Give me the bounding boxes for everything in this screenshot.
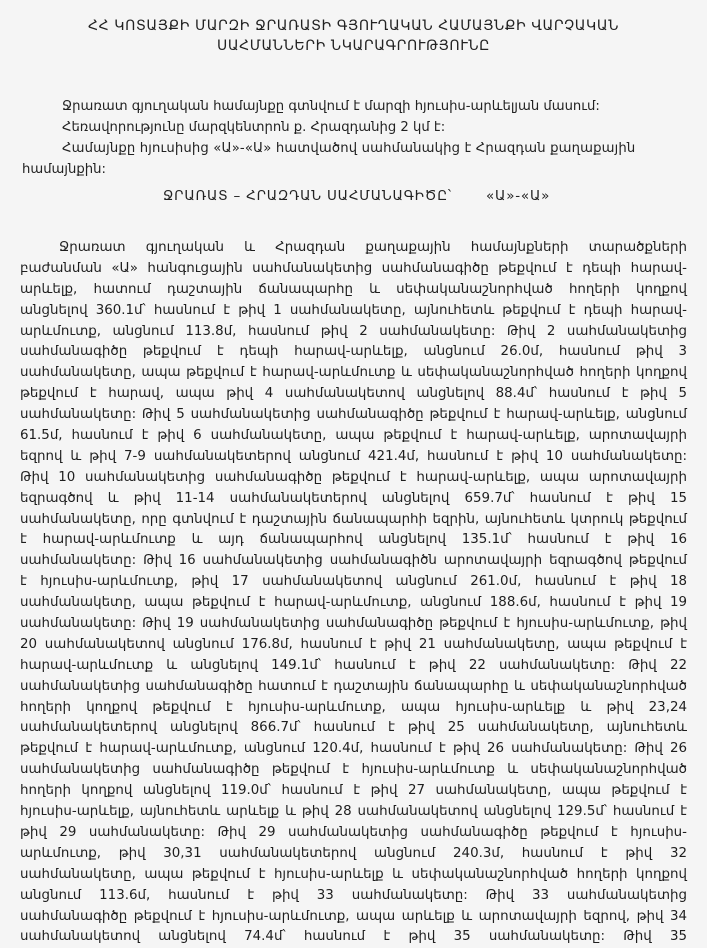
body-line: սահմանակետը: Թիվ 5 սահմանակետից սահմանագիծը թեքվում է հարավ-արևելք, անցնում: [20, 407, 687, 423]
body-line: սահմանակետը, ապա թեքվում է հարավ-արևմուտք և սեփականաշնորհված հողերի կողքով: [20, 365, 687, 381]
body-line: եզրով և թիվ 7-9 սահմանակետերով անցնում 421.4մ, հասնում է թիվ 10 սահմանակետը:: [20, 448, 687, 464]
body-line: եզրագծով և թիվ 11-14 սահմանակետերով անցնելով 659.7մ՝ հասնում է թիվ 15: [20, 490, 687, 506]
boundary-description: [20, 238, 687, 948]
body-line: արևմուտք, անցնում 113.8մ, հասնում թիվ 2 սահմանակետը: Թիվ 2 սահմանակետից: [20, 323, 687, 339]
body-line: Թիվ 10 սահմանակետից սահմանագիծը թեքվում է հարավ-արևելք, ապա արոտավայրի: [20, 469, 687, 485]
body-line: հարավ-արևմուտք և անցնելով 149.1մ՝ հասնում է թիվ 22 սահմանակետը: Թիվ 22: [20, 657, 687, 673]
body-line: սահմանակետը, որը գտնվում է դաշտային ճանապարհի եզրին, այնուհետև կտրուկ թեքվում: [20, 511, 687, 527]
section-heading-title: ՋՐԱՌԱՏ – ՀՐԱԶԴԱՆ ՍԱՀՄԱՆԱԳԻԾԸ՝: [163, 188, 452, 204]
body-line: սահմանակետերով անցնելով 866.7մ՝ հասնում է թիվ 25 սահմանակետը, այնուհետև: [20, 720, 687, 736]
document-title-line-1: ՀՀ ԿՈՏԱՅՔԻ ՄԱՐԶԻ ՋՐԱՌԱՏԻ ԳՅՈՒՂԱԿԱՆ ՀԱՄԱՅՆՔԻ ՎԱՐՉԱԿԱՆ: [87, 18, 620, 34]
body-line: արևելք, հատում դաշտային ճանապարհը և սեփականաշնորհված հողերի կողքով: [20, 281, 687, 297]
intro-border: Համայնքը հյուսիսից «Ա»-«Ա» հատվածով սահմանակից է Հրազդան քաղաքային: [62, 141, 636, 156]
body-line: արևմուտք, թիվ 30,31 սահմանակետերով անցնում 240.3մ, հասնում է թիվ 32: [20, 845, 687, 861]
body-line: սահմանակետը, ապա թեքվում է հարավ-արևմուտք, անցնում 188.6մ, հասնում է թիվ 19: [20, 595, 687, 611]
body-line: հողերի կողքով անցնելով 119.0մ՝ հասնում է թիվ 27 սահմանակետը, ապա թեքվում է: [20, 783, 687, 799]
intro-location: Ջրառատ գյուղական համայնքը գտնվում է մարզի հյուսիս-արևելյան մասում:: [62, 99, 600, 114]
body-line: հողերի կողքով թեքվում է հյուսիս-արևմուտք, ապա հյուսիս-արևելք և թիվ 23,24: [20, 699, 687, 715]
body-line: է հյուսիս-արևմուտք, թիվ 17 սահմանակետով անցնում 261.0մ, հասնում է թիվ 18: [20, 574, 687, 590]
body-line: սահմանակետից սահմանագիծը հատում է դաշտային ճանապարհը և սեփականաշնորհված: [20, 678, 687, 694]
body-line: սահմանագիծը թեքվում է դեպի հարավ-արևելք, անցնում 26.0մ, հասնում թիվ 3: [20, 344, 687, 360]
section-heading-code: «Ա»-«Ա»: [486, 188, 551, 204]
body-line: թեքվում է հարավ-արևմուտք, անցնում 120.4մ, հասնում է թիվ 26 սահմանակետը: Թիվ 26: [20, 741, 687, 757]
body-line: թիվ 29 սահմանակետը: Թիվ 29 սահմանակետից սահմանագիծը թեքվում է հյուսիս-: [20, 824, 687, 840]
body-line: Ջրառատ գյուղական և Հրազդան քաղաքային համայնքների տարածքների: [59, 240, 687, 255]
body-line: սահմանակետից սահմանագիծը թեքվում է հյուսիս-արևմուտք և սեփականաշնորհված: [20, 762, 687, 778]
intro-paragraphs: [22, 96, 684, 180]
body-line: բաժանման «Ա» հանգուցային սահմանակետից սահմանագիծը թեքվում է դեպի հարավ-: [20, 260, 687, 276]
body-line: սահմանակետը: Թիվ 16 սահմանակետից սահմանագիծն արոտավայրի եզրագծով թեքվում: [20, 553, 687, 569]
body-line: սահմանակետը, ապա թեքվում է հյուսիս-արևելք և սեփականաշնորհված հողերի կողքով: [20, 866, 687, 882]
body-line: է հարավ-արևմուտք և այդ ճանապարհով անցնելով 135.1մ՝ հասնում է թիվ 16: [20, 532, 687, 548]
body-line: սահմանակետը: Թիվ 19 սահմանակետից սահմանագիծը թեքվում է հյուսիս-արևմուտք, թիվ: [20, 616, 687, 632]
intro-distance: Հեռավորությունը մարզկենտրոն ք. Հրազդանից 2 կմ է:: [62, 120, 446, 135]
body-line: սահմանագիծը թեքվում է հյուսիս-արևմուտք, ապա արևելք և արոտավայրի եզրով, թիվ 34: [20, 908, 687, 924]
body-line: 20 սահմանակետով անցնում 176.8մ, հասնում է թիվ 21 սահմանակետը, ապա թեքվում է: [20, 636, 687, 652]
body-line: հյուսիս-արևելք, այնուհետև արևելք և թիվ 28 սահմանակետով անցնելով 129.5մ՝ հասնում է: [20, 804, 687, 820]
body-line: անցնելով 360.1մ՝ հասնում է թիվ 1 սահմանակետը, այնուհետև թեքվում է դեպի հարավ-: [20, 302, 687, 318]
document-title-line-2: ՍԱՀՄԱՆՆԵՐԻ ՆԿԱՐԱԳՐՈՒԹՅՈՒՆԸ: [217, 38, 490, 54]
body-line: սահմանակետով անցնելով 74.4մ՝ հասնում է թիվ 35 սահմանակետը: Թիվ 35: [20, 929, 687, 945]
body-line: անցնում 113.6մ, հասնում է թիվ 33 սահմանակետը: Թիվ 33 սահմանակետից: [20, 887, 687, 903]
intro-border-cont: համայնքին:: [22, 162, 106, 177]
body-line: թեքվում է հարավ, ապա թիվ 4 սահմանակետով անցնելով 88.4մ՝ հասնում է թիվ 5: [20, 386, 687, 402]
body-line: 61.5մ, հասնում է թիվ 6 սահմանակետը, ապա թեքվում է հարավ-արևելք, արոտավայրի: [20, 428, 687, 444]
